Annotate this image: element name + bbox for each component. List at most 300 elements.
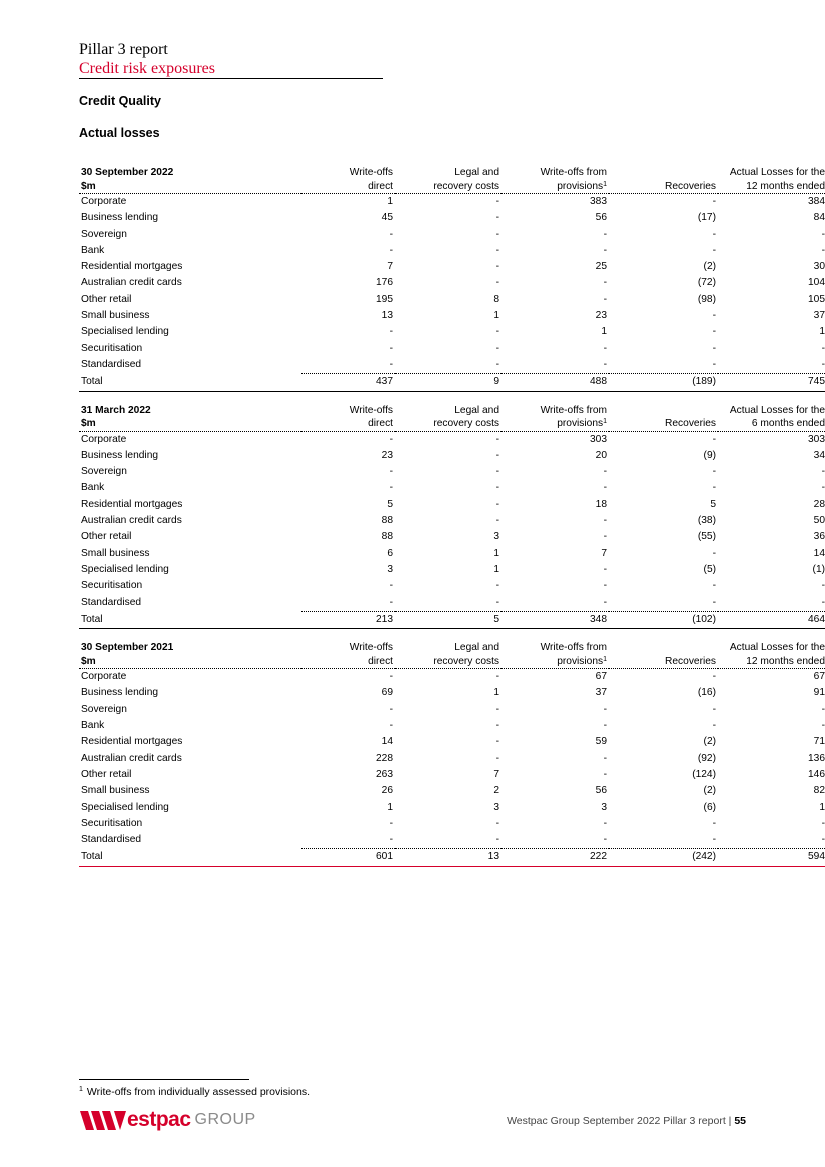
cell-value: - (712, 466, 716, 478)
period-label: 30 September 2021 (81, 642, 174, 654)
table-row (79, 734, 825, 750)
cell-value: 213 (301, 611, 395, 628)
actual-losses-tables (79, 166, 825, 867)
footnote-marker: 1 (79, 1086, 83, 1093)
cell-value: - (495, 580, 499, 592)
column-header-line2 (609, 180, 718, 194)
cell-value: - (495, 433, 499, 445)
cell-value: 20 (595, 449, 607, 461)
cell-value: 45 (381, 212, 393, 224)
logo-group-text: GROUP (194, 1111, 256, 1128)
cell-value: - (712, 342, 716, 354)
row-label: Bank (81, 244, 105, 256)
cell-value: - (389, 671, 393, 683)
losses-table-block (79, 404, 825, 630)
table-row (79, 275, 825, 291)
row-label: Specialised lending (81, 326, 169, 338)
row-label: Securitisation (81, 342, 143, 354)
cell-value: - (389, 244, 393, 256)
unit-label: $m (79, 180, 301, 194)
cell-value: - (495, 449, 499, 461)
table-row (79, 751, 825, 767)
table-row (79, 210, 825, 226)
cell-value: 30 (813, 261, 825, 273)
footnote-ref: 1 (603, 180, 607, 188)
westpac-w-icon (80, 1111, 126, 1130)
column-header-line1 (609, 641, 718, 655)
column-header-line1: Legal and (454, 167, 499, 178)
cell-value: 1 (387, 801, 393, 813)
column-header-text: 12 months ended (746, 180, 825, 192)
row-label: Specialised lending (81, 801, 169, 813)
cell-value: - (712, 433, 716, 445)
column-header-line1: Legal and (454, 404, 499, 416)
column-header-text: recovery costs (433, 418, 499, 430)
cell-value: - (395, 357, 501, 374)
cell-value: 8 (493, 293, 499, 305)
cell-value: - (389, 720, 393, 732)
cell-value: - (609, 832, 718, 849)
table-row (79, 308, 825, 324)
cell-value: 37 (595, 687, 607, 699)
row-label: Total (79, 611, 301, 628)
cell-value: 59 (595, 736, 607, 748)
subsection-title: Actual losses (79, 126, 160, 140)
row-label: Residential mortgages (81, 261, 183, 273)
cell-value: - (301, 357, 395, 374)
table-row (79, 513, 825, 529)
cell-value: 176 (376, 277, 393, 289)
cell-value: - (389, 342, 393, 354)
row-label: Bank (81, 720, 105, 732)
cell-value: 56 (595, 785, 607, 797)
column-header-line1: Legal and (454, 642, 499, 654)
row-label: Total (79, 849, 301, 866)
cell-value: 7 (493, 768, 499, 780)
table-row (79, 800, 825, 816)
cell-value: 745 (718, 374, 825, 391)
cell-value: - (495, 466, 499, 478)
column-header-text: recovery costs (433, 655, 499, 667)
total-row (79, 849, 825, 866)
table-row (79, 578, 825, 594)
cell-value: 303 (808, 433, 825, 445)
cell-value: - (603, 342, 607, 354)
cell-value: 383 (590, 196, 607, 207)
cell-value: 1 (819, 326, 825, 338)
table-row (79, 816, 825, 832)
table-row (79, 529, 825, 545)
cell-value: - (603, 817, 607, 829)
cell-value: - (495, 261, 499, 273)
cell-value: 1 (601, 326, 607, 338)
row-label: Specialised lending (81, 563, 169, 575)
cell-value: 26 (381, 785, 393, 797)
header-row (79, 166, 825, 180)
period-label: 31 March 2022 (81, 404, 151, 416)
column-header-line2 (718, 655, 825, 669)
cell-value: 3 (493, 801, 499, 813)
cell-value: - (495, 515, 499, 527)
cell-value: (5) (703, 563, 716, 575)
cell-value: 3 (601, 801, 607, 813)
row-label: Australian credit cards (81, 277, 182, 289)
cell-value: - (603, 482, 607, 494)
row-label: Small business (81, 547, 150, 559)
column-header-line2 (609, 417, 718, 431)
column-header-line1 (609, 166, 718, 180)
report-title: Pillar 3 report (79, 41, 168, 58)
table-row (79, 497, 825, 513)
cell-value: - (495, 498, 499, 510)
cell-value: - (821, 482, 825, 494)
cell-value: - (821, 342, 825, 354)
cell-value: 146 (808, 768, 825, 780)
unit-label: $m (79, 417, 301, 431)
cell-value: 6 (387, 547, 393, 559)
cell-value: (124) (692, 768, 716, 780)
cell-value: 222 (501, 849, 609, 866)
cell-value: 18 (595, 498, 607, 510)
cell-value: 1 (493, 687, 499, 699)
cell-value: 263 (376, 768, 393, 780)
cell-value: 594 (718, 849, 825, 866)
row-label: Other retail (81, 531, 132, 543)
logo-brand-text: estpac (127, 1108, 191, 1131)
cell-value: - (712, 580, 716, 592)
cell-value: (72) (697, 277, 716, 289)
row-label: Securitisation (81, 817, 143, 829)
cell-value: - (718, 357, 825, 374)
column-header-line2 (501, 655, 609, 669)
cell-value: - (495, 326, 499, 338)
column-header-line2 (301, 417, 395, 431)
cell-value: 5 (710, 498, 716, 510)
table-row (79, 357, 825, 374)
row-label: Sovereign (81, 703, 127, 715)
cell-value: 36 (813, 531, 825, 543)
cell-value: (98) (697, 293, 716, 305)
cell-value: - (495, 277, 499, 289)
column-header-line1 (609, 404, 718, 418)
table-row (79, 464, 825, 480)
column-header-text: recovery costs (433, 180, 499, 192)
column-header-line2 (609, 655, 718, 669)
cell-value: - (495, 342, 499, 354)
cell-value: (9) (703, 449, 716, 461)
cell-value: 50 (813, 515, 825, 527)
footer-report-text: Westpac Group September 2022 Pillar 3 report | (507, 1115, 732, 1127)
row-label: Business lending (81, 687, 159, 699)
cell-value: - (389, 326, 393, 338)
cell-value: 7 (387, 261, 393, 273)
column-header-line2 (301, 180, 395, 194)
page-number: 55 (734, 1115, 746, 1127)
cell-value: 105 (808, 293, 825, 305)
cell-value: - (603, 515, 607, 527)
cell-value: - (821, 580, 825, 592)
cell-value: (38) (697, 515, 716, 527)
row-label: Small business (81, 785, 150, 797)
cell-value: 5 (387, 498, 393, 510)
cell-value: 1 (493, 563, 499, 575)
cell-value: 67 (813, 671, 825, 683)
cell-value: (1) (812, 563, 825, 575)
column-header-line1: Write-offs from (540, 404, 607, 416)
losses-table (79, 404, 825, 630)
cell-value: - (712, 482, 716, 494)
header-row (79, 180, 825, 194)
cell-value: - (603, 293, 607, 305)
cell-value: - (389, 703, 393, 715)
column-header-line2 (718, 180, 825, 194)
row-label: Corporate (81, 433, 127, 445)
table-row (79, 685, 825, 701)
cell-value: (2) (703, 261, 716, 273)
cell-value: 37 (813, 310, 825, 322)
cell-value: - (718, 595, 825, 612)
column-header-line2 (395, 180, 501, 194)
cell-value: 5 (395, 611, 501, 628)
cell-value: 25 (595, 261, 607, 273)
column-header-text: provisions (557, 655, 604, 667)
cell-value: - (603, 563, 607, 575)
total-row (79, 611, 825, 628)
cell-value: 14 (813, 547, 825, 559)
cell-value: 1 (819, 801, 825, 813)
cell-value: 82 (813, 785, 825, 797)
header-row (79, 655, 825, 669)
cell-value: (242) (609, 849, 718, 866)
table-row (79, 546, 825, 562)
cell-value: 13 (395, 849, 501, 866)
table-row (79, 448, 825, 464)
table-row (79, 562, 825, 578)
cell-value: 56 (595, 212, 607, 224)
cell-value: - (395, 832, 501, 849)
column-header-line1: Actual Losses for the (729, 642, 825, 654)
cell-value: - (712, 228, 716, 240)
cell-value: - (712, 196, 716, 207)
footnote-ref: 1 (603, 655, 607, 663)
cell-value: - (718, 832, 825, 849)
westpac-group-logo (80, 1109, 256, 1131)
cell-value: - (821, 720, 825, 732)
cell-value: - (821, 703, 825, 715)
cell-value: - (495, 817, 499, 829)
row-label: Other retail (81, 293, 132, 305)
row-label: Securitisation (81, 580, 143, 592)
cell-value: - (389, 482, 393, 494)
row-label: Australian credit cards (81, 752, 182, 764)
table-row (79, 669, 825, 686)
cell-value: 14 (381, 736, 393, 748)
cell-value: - (603, 244, 607, 256)
table-row (79, 718, 825, 734)
table-row (79, 702, 825, 718)
cell-value: 348 (501, 611, 609, 628)
table-spacer (79, 392, 745, 404)
cell-value: - (712, 310, 716, 322)
cell-value: - (389, 228, 393, 240)
column-header-text: provisions (557, 180, 604, 192)
losses-table-block (79, 166, 825, 392)
row-label: Small business (81, 310, 150, 322)
cell-value: (17) (697, 212, 716, 224)
cell-value: - (603, 720, 607, 732)
footnote (79, 1086, 310, 1098)
cell-value: - (495, 212, 499, 224)
cell-value: - (821, 228, 825, 240)
cell-value: - (712, 244, 716, 256)
cell-value: 1 (493, 547, 499, 559)
cell-value: - (395, 595, 501, 612)
table-spacer (79, 629, 745, 641)
losses-table (79, 166, 825, 392)
table-row (79, 292, 825, 308)
cell-value: - (603, 277, 607, 289)
cell-value: (102) (609, 611, 718, 628)
cell-value: - (821, 244, 825, 256)
cell-value: - (389, 433, 393, 445)
row-label: Bank (81, 482, 105, 494)
row-label: Standardised (81, 596, 142, 608)
row-label: Sovereign (81, 466, 127, 478)
cell-value: 88 (381, 531, 393, 543)
cell-value: (189) (609, 374, 718, 391)
cell-value: - (389, 580, 393, 592)
cell-value: 7 (601, 547, 607, 559)
cell-value: 9 (395, 374, 501, 391)
cell-value: 23 (595, 310, 607, 322)
column-header-text: 6 months ended (751, 418, 825, 430)
column-header-line2 (301, 655, 395, 669)
cell-value: 1 (493, 310, 499, 322)
cell-value: - (821, 817, 825, 829)
column-header-line1: Actual Losses for the (729, 404, 825, 416)
cell-value: 23 (381, 449, 393, 461)
table-row (79, 324, 825, 340)
cell-value: - (495, 752, 499, 764)
cell-value: 228 (376, 752, 393, 764)
cell-value: - (389, 466, 393, 478)
cell-value: (6) (703, 801, 716, 813)
cell-value: - (501, 832, 609, 849)
column-header-text: Recoveries (665, 418, 716, 430)
cell-value: 88 (381, 515, 393, 527)
column-header-line2 (395, 417, 501, 431)
row-label: Business lending (81, 449, 159, 461)
cell-value: 464 (718, 611, 825, 628)
total-row (79, 374, 825, 391)
cell-value: - (609, 595, 718, 612)
cell-value: - (712, 720, 716, 732)
cell-value: 28 (813, 498, 825, 510)
cell-value: 195 (376, 293, 393, 305)
cell-value: 71 (813, 736, 825, 748)
cell-value: - (495, 482, 499, 494)
cell-value: - (603, 752, 607, 764)
cell-value: 91 (813, 687, 825, 699)
row-label: Standardised (81, 359, 142, 371)
cell-value: 384 (808, 196, 825, 207)
cell-value: - (712, 671, 716, 683)
row-label: Australian credit cards (81, 515, 182, 527)
column-header-text: 12 months ended (746, 655, 825, 667)
row-label: Residential mortgages (81, 736, 183, 748)
row-label: Business lending (81, 212, 159, 224)
cell-value: 601 (301, 849, 395, 866)
report-subtitle: Credit risk exposures (79, 60, 215, 77)
header-row (79, 404, 825, 418)
cell-value: (2) (703, 785, 716, 797)
table-row (79, 431, 825, 448)
cell-value: - (603, 228, 607, 240)
column-header-line1: Write-offs from (540, 167, 607, 178)
column-header-text: Recoveries (665, 180, 716, 192)
losses-table-block (79, 641, 825, 867)
table-row (79, 341, 825, 357)
cell-value: - (501, 357, 609, 374)
row-label: Corporate (81, 196, 127, 207)
cell-value: - (495, 196, 499, 207)
column-header-text: Recoveries (665, 655, 716, 667)
column-header-line2 (501, 180, 609, 194)
page-header (79, 40, 383, 79)
cell-value: 2 (493, 785, 499, 797)
cell-value: - (495, 736, 499, 748)
cell-value: - (603, 580, 607, 592)
table-row (79, 595, 825, 612)
cell-value: 3 (387, 563, 393, 575)
cell-value: (92) (697, 752, 716, 764)
cell-value: - (495, 671, 499, 683)
cell-value: 437 (301, 374, 395, 391)
row-label: Corporate (81, 671, 127, 683)
header-row (79, 641, 825, 655)
cell-value: - (712, 326, 716, 338)
cell-value: - (389, 817, 393, 829)
cell-value: - (712, 547, 716, 559)
table-row (79, 194, 825, 211)
header-row (79, 417, 825, 431)
cell-value: - (501, 595, 609, 612)
cell-value: 104 (808, 277, 825, 289)
column-header-line1: Write-offs from (540, 642, 607, 654)
column-header-text: direct (368, 180, 393, 192)
cell-value: - (495, 244, 499, 256)
row-label: Sovereign (81, 228, 127, 240)
cell-value: (2) (703, 736, 716, 748)
cell-value: 1 (387, 196, 393, 207)
cell-value: - (301, 832, 395, 849)
unit-label: $m (79, 655, 301, 669)
losses-table (79, 641, 825, 867)
footnote-rule (79, 1079, 249, 1080)
section-title: Credit Quality (79, 94, 161, 108)
column-header-text: direct (368, 418, 393, 430)
footnote-text: Write-offs from individually assessed provisions. (86, 1086, 311, 1098)
row-label: Total (79, 374, 301, 391)
column-header-line2 (718, 417, 825, 431)
table-row (79, 480, 825, 496)
cell-value: - (603, 466, 607, 478)
page-footer (507, 1115, 746, 1127)
cell-value: 303 (590, 433, 607, 445)
row-label: Residential mortgages (81, 498, 183, 510)
column-header-line1: Write-offs (349, 167, 393, 178)
cell-value: - (603, 703, 607, 715)
